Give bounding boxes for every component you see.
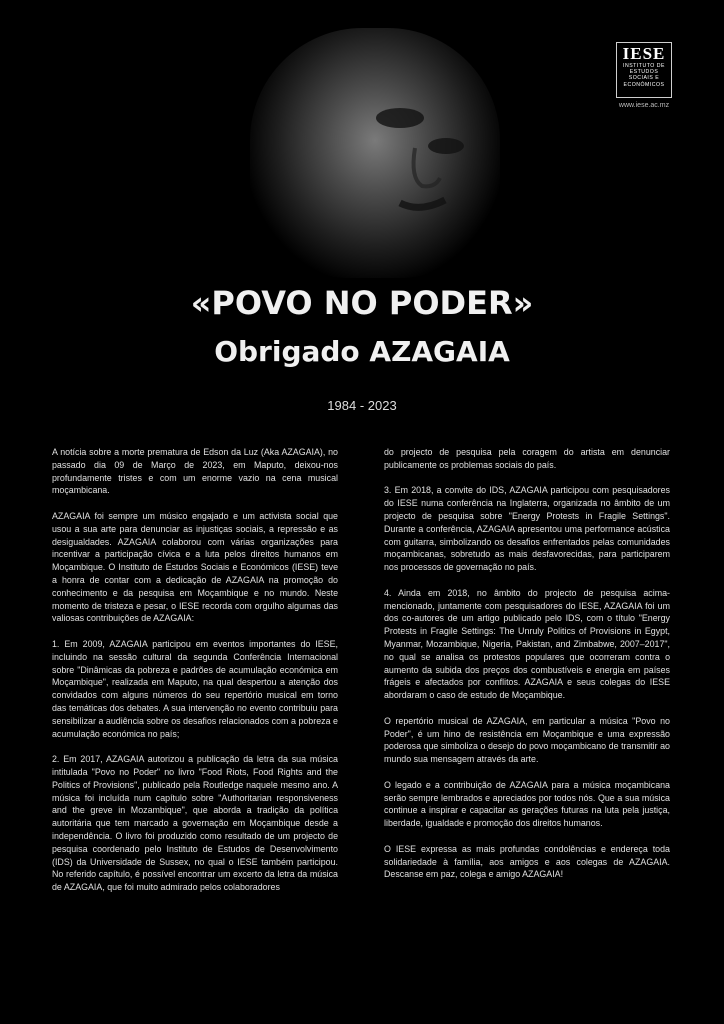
paragraph: A notícia sobre a morte prematura de Edson da Luz (Aka AZAGAIA), no passado dia 09 de Março de 2023, em Maputo, deixou-nos profundamente tristes e com um enorme vazio na cena musical moçambicana.: [52, 447, 338, 496]
page-subtitle: Obrigado AZAGAIA: [214, 335, 510, 368]
portrait-photo: [250, 28, 500, 278]
paragraph: 4. Ainda em 2018, no âmbito do projecto de pesquisa acima-mencionado, juntamente com pesquisadores do IESE, AZAGAIA foi um dos co-autores de um artigo publicado pelo IDS, com o título "Energy Protests in Fragile Settings: The Unruly Politics of Provisions in Egypt, Myanmar, Mozambique, Nigeria, Pakistan, and Zimbabwe, 2007–2017", no qual se analisa os protestos populares que ocorreram contra o aumento da subida dos preços dos combustíveis e energia em países frágeis e afectados por conflitos. AZAGAIA e seus colegas do IESE abordaram o caso de estudo de Moçambique.: [384, 587, 670, 701]
paragraph: 3. Em 2018, a convite do IDS, AZAGAIA participou com pesquisadores do IESE numa conferência na Inglaterra, organizada no âmbito de um projecto de pesquisa sobre "Energy Protests in Fragile Settings". Durante a conferência, AZAGAIA apresentou uma performance acústica com guitarra, simbolizando os desafios enfrentados pelas comunidades moçambicanas, sobretudo as mais desfavorecidas, para participarem nos processos de governação no país.: [384, 485, 670, 573]
logo-line: INSTITUTO DE: [623, 63, 665, 69]
paragraph: 2. Em 2017, AZAGAIA autorizou a publicação da letra da sua música intitulada "Povo no Poder" no livro "Food Riots, Food Rights and the Politics of Provisions", publicado pela Routledge naquele mesmo ano. A música foi incluída num capítulo sobre "Authoritarian responsiveness and the greve in Mozambique", que aborda a tradição da política autoritária que tem marcado a governação em Moçambique desde a independência. O livro foi produzido como resultado de um projecto de pesquisa coordenado pelo Instituto de Estudos de Desenvolvimento (IDS) da Universidade de Sussex, no qual o IESE também participou. No referido capítulo, é possível encontrar um excerto da letra da música de AZAGAIA, que foi muito admirado pelos colaboradores: [52, 754, 338, 893]
paragraph: O IESE expressa as mais profundas condolências e endereça toda solidariedade à família, aos amigos e aos colegas de AZAGAIA. Descanse em paz, colega e amigo AZAGAIA!: [384, 843, 670, 880]
logo-line: ESTUDOS: [629, 69, 659, 76]
paragraph: do projecto de pesquisa pela coragem do artista em denunciar publicamente os problemas sociais do país.: [384, 447, 670, 470]
paragraph: AZAGAIA foi sempre um músico engajado e um activista social que usou a sua arte para denunciar as injustiças sociais, a repressão e as desigualdades. AZAGAIA colaborou com várias organizações para incentivar a participação cívica e a luta pelos direitos humanos em Moçambique. O Instituto de Estudos Sociais e Económicos (IESE) teve a honra de contar com a dedicação de AZAGAIA na promoção do conhecimento e da pesquisa em Moçambique e no mundo. Neste momento de tristeza e pesar, o IESE recorda com orgulho algumas das valiosas contribuições de AZAGAIA:: [52, 510, 338, 624]
right-column: [384, 446, 670, 894]
website-url: www.iese.ac.mz: [618, 102, 670, 109]
logo-line: ECONÓMICOS: [623, 81, 665, 88]
page-title: «POVO NO PODER»: [190, 284, 534, 322]
paragraph: O legado e a contribuição de AZAGAIA para a música moçambicana serão sempre lembrados e apreciados por todos nós. Que a sua música continue a inspirar e capacitar as gerações futuras na luta pela justiça, liberdade, igualdade e promoção dos direitos humanos.: [384, 779, 670, 829]
left-column: [52, 446, 338, 907]
logo-subtitle: [617, 63, 671, 88]
logo-line: SOCIAIS E: [628, 75, 660, 82]
iese-logo: [616, 42, 672, 98]
paragraph: 1. Em 2009, AZAGAIA participou em eventos importantes do IESE, incluindo na sessão cultural da segunda Conferência Internacional sobre "Dinâmicas da pobreza e padrões de acumulação económica em Moçambique", realizada em Maputo, na qual despertou a atenção dos convidados com alguns números do seu repertório musical em torno das temáticas dos debates. A sua intervenção no evento contribuiu para sensibilizar a audiência sobre os desafios relacionados com a pobreza e acumulação económica no país;: [52, 638, 338, 739]
paragraph: O repertório musical de AZAGAIA, em particular a música "Povo no Poder", é um hino de resistência em Moçambique e uma expressão poderosa que simboliza o desejo do povo moçambicano de transmitir ao mundo sua mensagem através da arte.: [384, 715, 670, 765]
logo-acronym: IESE: [622, 44, 666, 63]
life-years: 1984 - 2023: [327, 398, 397, 413]
